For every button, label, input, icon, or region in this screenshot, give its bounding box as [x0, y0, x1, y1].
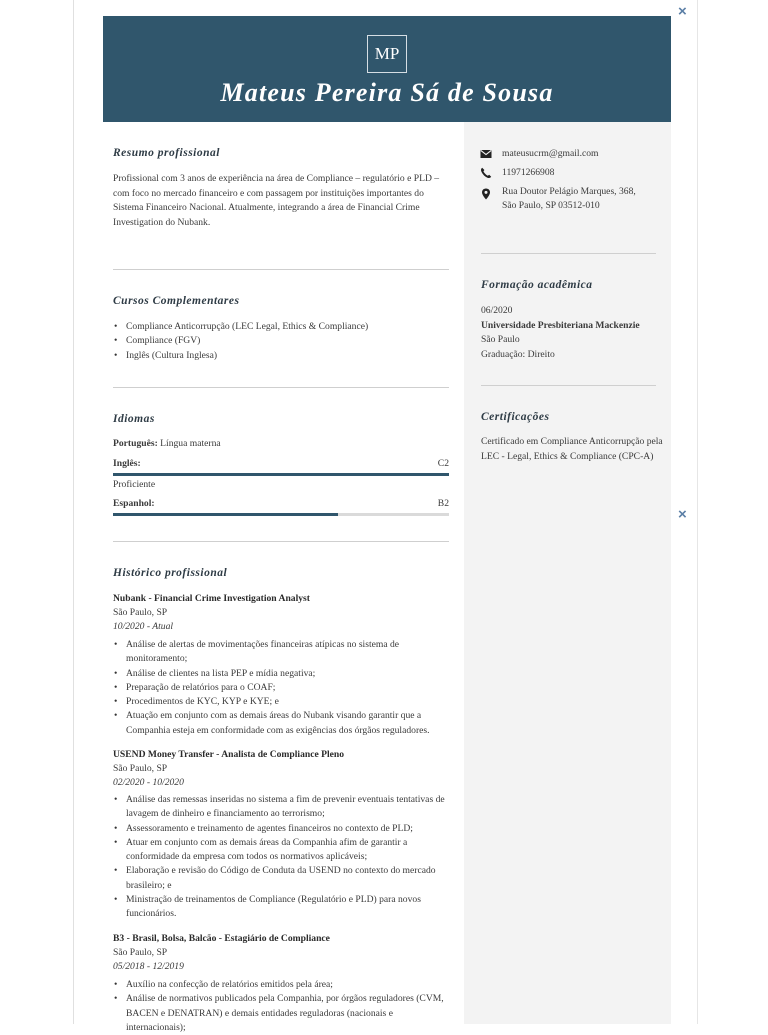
list-item: • Assessoramento e treinamento de agentes financeiros no contexto de PLD;: [113, 822, 449, 836]
language-name: Espanhol:: [113, 498, 155, 509]
education-school: Universidade Presbiteriana Mackenzie: [481, 319, 640, 331]
job-city: São Paulo, SP: [113, 763, 168, 774]
sidebar-divider: [481, 253, 656, 254]
section-divider: [113, 269, 449, 270]
education-date: 06/2020: [481, 305, 513, 316]
language-spanish: [113, 498, 449, 509]
languages-title: Idiomas: [113, 413, 155, 425]
job-bullets: [113, 793, 449, 922]
page-edge-left: [73, 0, 74, 1024]
language-level: B2: [437, 498, 449, 509]
language-level: C2: [437, 458, 449, 469]
list-item: • Análise de alertas de movimentações financeiras atípicas no sistema de monitoramento;: [113, 638, 449, 667]
language-bar-english: [113, 473, 449, 476]
list-item: • Atuação em conjunto com as demais áreas do Nubank visando garantir que a Companhia esteja em conformidade com as exigências dos órgãos reguladores.: [113, 709, 449, 738]
list-item: • Inglês (Cultura Inglesa): [113, 349, 449, 363]
list-item: • Elaboração e revisão do Código de Conduta da USEND no contexto do mercado brasileiro; e: [113, 864, 449, 893]
resume-header: [103, 16, 671, 122]
summary-text: Profissional com 3 anos de experiência na área de Compliance – regulatório e PLD – com foco no mercado financeiro e com passagem por instituições importantes do Sistema Financeiro Nacional. Atualmente, integrando a área de Financial Crime Investigation do Nubank.: [113, 173, 440, 228]
address-text: [502, 185, 672, 213]
job-title: USEND Money Transfer - Analista de Compliance Pleno: [113, 749, 345, 760]
summary-title: Resumo profissional: [113, 147, 220, 159]
list-item: • Procedimentos de KYC, KYP e KYE; e: [113, 695, 449, 709]
language-native-label: Português:: [113, 438, 158, 449]
resume-document: [103, 16, 671, 1033]
language-native: [113, 438, 449, 449]
language-english: [113, 458, 449, 469]
address-line-1: Rua Doutor Pelágio Marques, 368,: [502, 186, 636, 197]
education-city: São Paulo: [481, 334, 520, 345]
list-item: • Compliance Anticorrupção (LEC Legal, Ethics & Compliance): [113, 320, 449, 334]
monogram-badge: MP: [367, 35, 407, 73]
education-title: Formação acadêmica: [481, 279, 593, 291]
job-city: São Paulo, SP: [113, 947, 168, 958]
list-item: • Análise de normativos publicados pela Companhia, por órgãos reguladores (CVM, BACEN e DENATRAN) e demais entidades reguladoras (nacionais e internacionais);: [113, 992, 449, 1035]
language-native-value: Língua materna: [157, 438, 221, 449]
history-title: Histórico profissional: [113, 567, 228, 579]
certifications-title: Certificações: [481, 411, 550, 423]
location-pin-icon: [480, 188, 492, 200]
job-bullets: [113, 638, 449, 738]
list-item: • Análise das remessas inseridas no sistema a fim de prevenir eventuais tentativas de lavagem de dinheiro e financiamento ao terrorismo;: [113, 793, 449, 822]
job-city: São Paulo, SP: [113, 607, 168, 618]
job-dates: 02/2020 - 10/2020: [113, 777, 184, 788]
language-english-note: Proficiente: [113, 479, 156, 490]
sidebar: [464, 122, 671, 1024]
certifications-text: Certificado em Compliance Anticorrupção pela LEC - Legal, Ethics & Compliance (CPC-A): [481, 436, 663, 462]
email-icon: [480, 148, 492, 160]
language-name: Inglês:: [113, 458, 141, 469]
job-dates: 10/2020 - Atual: [113, 621, 174, 632]
courses-title: Cursos Complementares: [113, 295, 240, 307]
job-bullets: [113, 978, 449, 1035]
list-item: • Compliance (FGV): [113, 334, 449, 348]
phone-text: 11971266908: [502, 167, 555, 178]
page-edge-right: [697, 0, 698, 1024]
list-item: • Auxílio na confecção de relatórios emitidos pela área;: [113, 978, 449, 992]
close-icon[interactable]: ×: [678, 506, 687, 523]
phone-icon: [480, 167, 492, 179]
job-title: B3 - Brasil, Bolsa, Balcão - Estagiário de Compliance: [113, 933, 330, 944]
education-degree: Graduação: Direito: [481, 348, 555, 360]
job-dates: 05/2018 - 12/2019: [113, 961, 184, 972]
candidate-name: Mateus Pereira Sá de Sousa: [220, 78, 554, 107]
language-bar-fill: [113, 473, 449, 476]
address-line-2: São Paulo, SP 03512-010: [502, 200, 600, 211]
education-block: [481, 304, 661, 362]
email-text: mateusucrm@gmail.com: [502, 148, 599, 159]
close-icon[interactable]: ×: [678, 3, 687, 20]
section-divider: [113, 541, 449, 542]
sidebar-divider: [481, 385, 656, 386]
list-item: • Atuar em conjunto com as demais áreas da Companhia afim de garantir a conformidade da empresa com todos os normativos aplicáveis;: [113, 836, 449, 865]
language-bar-fill: [113, 513, 338, 516]
section-divider: [113, 387, 449, 388]
language-bar-spanish: [113, 513, 449, 516]
list-item: • Análise de clientes na lista PEP e mídia negativa;: [113, 667, 449, 681]
list-item: • Preparação de relatórios para o COAF;: [113, 681, 449, 695]
job-title: Nubank - Financial Crime Investigation Analyst: [113, 593, 310, 604]
courses-list: [113, 320, 449, 363]
list-item: • Ministração de treinamentos de Compliance (Regulatório e PLD) para novos funcionários.: [113, 893, 449, 922]
